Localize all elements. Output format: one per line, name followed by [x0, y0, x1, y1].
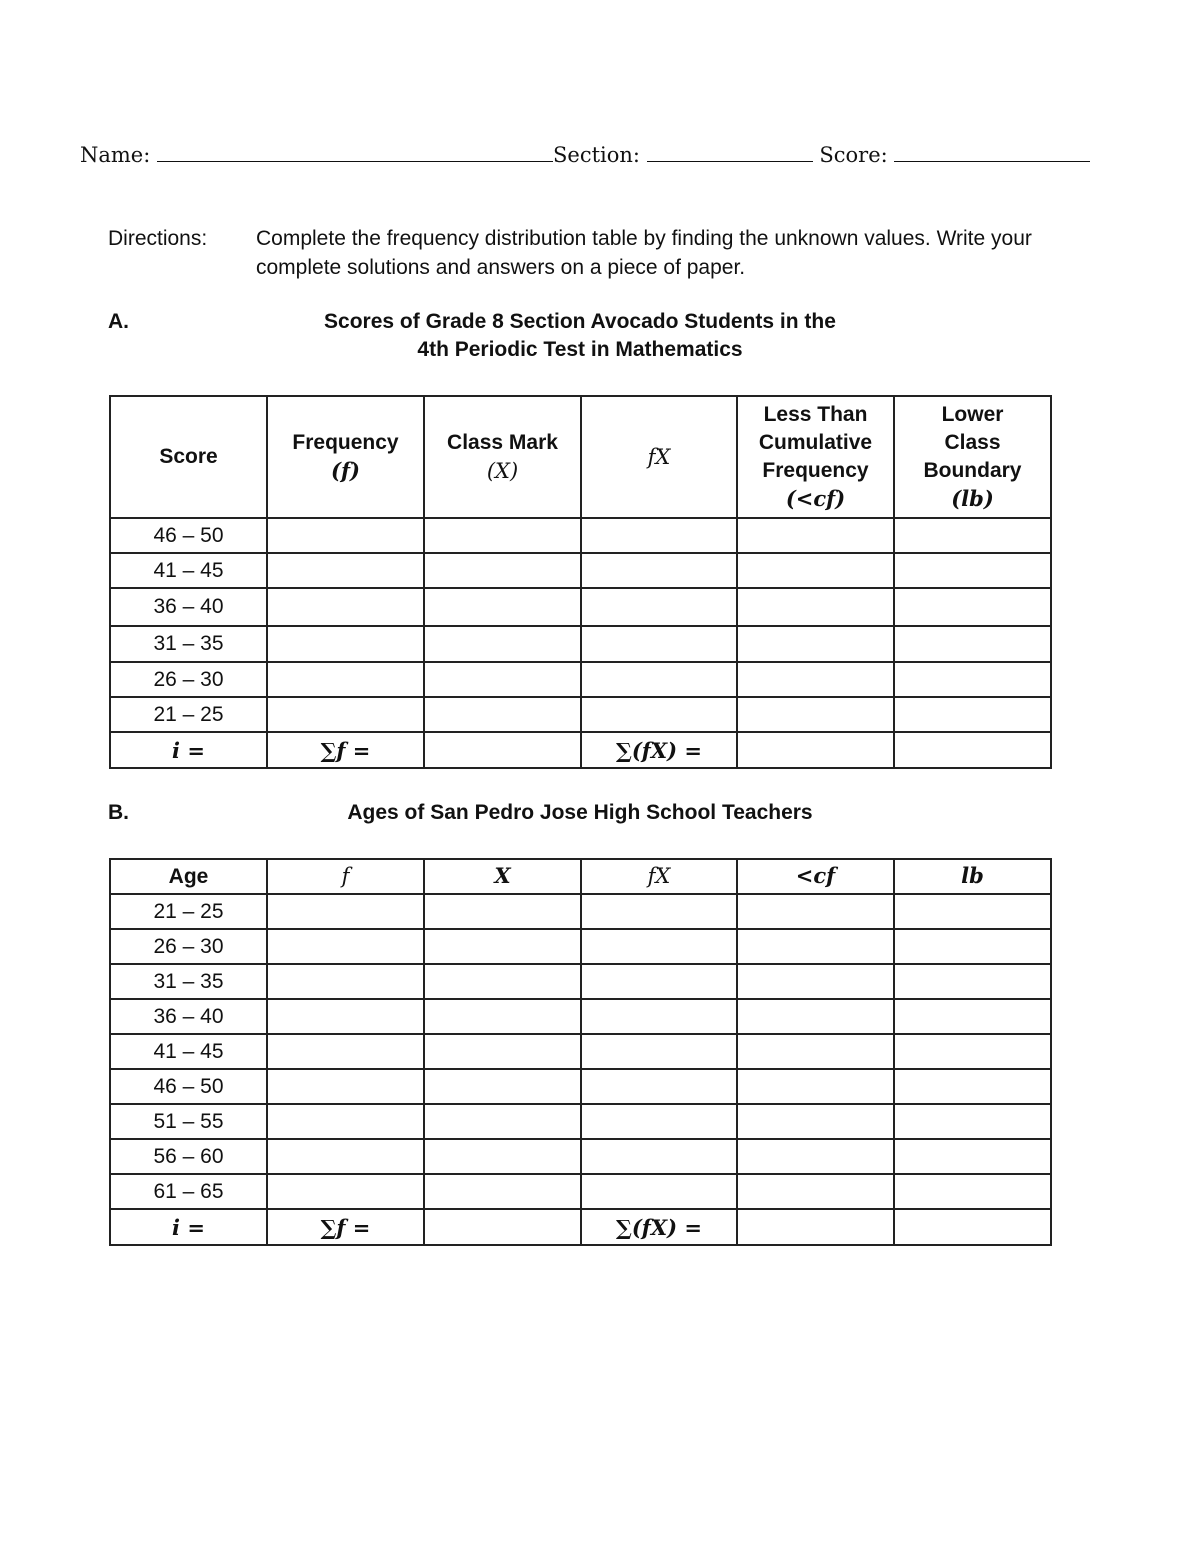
- table-row: [110, 1069, 1051, 1104]
- student-info-line: [80, 143, 1080, 167]
- class-interval: 36 – 40: [110, 588, 267, 626]
- answer-cell[interactable]: [737, 662, 894, 697]
- answer-cell[interactable]: [267, 894, 424, 929]
- answer-cell[interactable]: [424, 894, 581, 929]
- answer-cell[interactable]: [737, 1104, 894, 1139]
- table-row: [110, 626, 1051, 662]
- answer-cell[interactable]: [267, 626, 424, 662]
- th-lb: [894, 859, 1051, 894]
- table-row: [110, 588, 1051, 626]
- answer-cell[interactable]: [581, 929, 737, 964]
- table-a: [109, 395, 1052, 769]
- sum-fx-label: ∑(fX) =: [581, 732, 737, 768]
- part-b-letter: B.: [108, 801, 129, 824]
- class-interval: 26 – 30: [110, 929, 267, 964]
- th-fx-label: fX: [647, 444, 671, 469]
- part-b-title: Ages of San Pedro Jose High School Teachers: [347, 801, 813, 824]
- answer-cell[interactable]: [737, 929, 894, 964]
- answer-cell[interactable]: [894, 553, 1051, 588]
- answer-cell[interactable]: [267, 1069, 424, 1104]
- class-interval: 26 – 30: [110, 662, 267, 697]
- answer-cell[interactable]: [424, 697, 581, 732]
- class-interval: 56 – 60: [110, 1139, 267, 1174]
- th-fx-label: fX: [647, 864, 671, 888]
- part-a-title-line2: 4th Periodic Test in Mathematics: [417, 338, 743, 361]
- th-less-than-cf: [737, 396, 894, 518]
- answer-cell[interactable]: [581, 1069, 737, 1104]
- answer-cell[interactable]: [581, 553, 737, 588]
- answer-cell[interactable]: [894, 697, 1051, 732]
- answer-cell[interactable]: [581, 662, 737, 697]
- table-row: [110, 1174, 1051, 1209]
- score-label: Score:: [819, 143, 888, 167]
- class-interval: 36 – 40: [110, 999, 267, 1034]
- answer-cell[interactable]: [894, 964, 1051, 999]
- answer-cell[interactable]: [894, 894, 1051, 929]
- part-a-title-line1: Scores of Grade 8 Section Avocado Students in the: [324, 310, 836, 333]
- answer-cell[interactable]: [267, 999, 424, 1034]
- answer-cell[interactable]: [737, 588, 894, 626]
- answer-cell[interactable]: [581, 518, 737, 553]
- th-lcf-line2: Cumulative: [758, 431, 873, 454]
- table-row: [110, 894, 1051, 929]
- table-b: [109, 858, 1052, 1246]
- table-row: [110, 518, 1051, 553]
- answer-cell[interactable]: [581, 999, 737, 1034]
- answer-cell[interactable]: [267, 1139, 424, 1174]
- th-class-mark-symbol: (X): [486, 459, 519, 483]
- answer-cell[interactable]: [581, 1034, 737, 1069]
- answer-cell[interactable]: [581, 1104, 737, 1139]
- th-lower-boundary: [894, 396, 1051, 518]
- answer-cell[interactable]: [894, 1139, 1051, 1174]
- answer-cell[interactable]: [737, 1174, 894, 1209]
- th-lb-symbol: (lb): [951, 486, 994, 511]
- directions-label: Directions:: [108, 227, 208, 250]
- answer-cell[interactable]: [424, 1104, 581, 1139]
- answer-cell[interactable]: [267, 1034, 424, 1069]
- table-row: [110, 697, 1051, 732]
- th-f-label: f: [341, 864, 350, 888]
- answer-cell[interactable]: [894, 732, 1051, 768]
- answer-cell[interactable]: [267, 1104, 424, 1139]
- th-frequency-label: Frequency: [292, 431, 399, 454]
- answer-cell[interactable]: [737, 732, 894, 768]
- table-b-totals-row: [110, 1209, 1051, 1245]
- th-score: Score: [110, 396, 267, 518]
- section-label: Section:: [553, 143, 640, 167]
- answer-cell[interactable]: [581, 626, 737, 662]
- answer-cell[interactable]: [424, 1069, 581, 1104]
- th-lb-line1: Lower: [941, 403, 1004, 426]
- th-frequency-symbol: (f): [331, 458, 360, 483]
- class-interval: 61 – 65: [110, 1174, 267, 1209]
- answer-cell[interactable]: [737, 553, 894, 588]
- answer-cell[interactable]: [894, 1069, 1051, 1104]
- th-x: [424, 859, 581, 894]
- answer-cell[interactable]: [737, 964, 894, 999]
- answer-cell[interactable]: [267, 553, 424, 588]
- name-label: Name:: [80, 143, 151, 167]
- th-age: Age: [110, 859, 267, 894]
- answer-cell[interactable]: [424, 588, 581, 626]
- answer-cell[interactable]: [737, 518, 894, 553]
- answer-cell[interactable]: [267, 697, 424, 732]
- answer-cell[interactable]: [737, 1069, 894, 1104]
- class-interval: 31 – 35: [110, 626, 267, 662]
- answer-cell[interactable]: [737, 626, 894, 662]
- class-interval: 51 – 55: [110, 1104, 267, 1139]
- answer-cell[interactable]: [424, 1209, 581, 1245]
- th-lb-line3: Boundary: [923, 459, 1022, 482]
- class-interval: 46 – 50: [110, 1069, 267, 1104]
- name-blank[interactable]: [157, 160, 553, 162]
- answer-cell[interactable]: [424, 518, 581, 553]
- answer-cell[interactable]: [894, 1209, 1051, 1245]
- answer-cell[interactable]: [894, 518, 1051, 553]
- sum-f-label: ∑f =: [267, 732, 424, 768]
- sum-f-label: ∑f =: [267, 1209, 424, 1245]
- th-f: [267, 859, 424, 894]
- th-fx: [581, 396, 737, 518]
- class-interval: 31 – 35: [110, 964, 267, 999]
- th-class-mark-label: Class Mark: [447, 431, 558, 454]
- answer-cell[interactable]: [737, 1209, 894, 1245]
- answer-cell[interactable]: [737, 1139, 894, 1174]
- answer-cell[interactable]: [581, 964, 737, 999]
- th-lcf: [737, 859, 894, 894]
- answer-cell[interactable]: [424, 626, 581, 662]
- answer-cell[interactable]: [424, 553, 581, 588]
- th-lcf-line1: Less Than: [763, 403, 868, 426]
- answer-cell[interactable]: [737, 999, 894, 1034]
- th-lcf-label: <cf: [795, 863, 836, 888]
- answer-cell[interactable]: [424, 999, 581, 1034]
- answer-cell[interactable]: [894, 588, 1051, 626]
- answer-cell[interactable]: [581, 894, 737, 929]
- answer-cell[interactable]: [581, 1174, 737, 1209]
- th-frequency: [267, 396, 424, 518]
- answer-cell[interactable]: [267, 662, 424, 697]
- th-fx: [581, 859, 737, 894]
- score-blank[interactable]: [894, 160, 1090, 162]
- table-row: [110, 1104, 1051, 1139]
- answer-cell[interactable]: [581, 1139, 737, 1174]
- table-row: [110, 1034, 1051, 1069]
- answer-cell[interactable]: [267, 518, 424, 553]
- table-row: [110, 553, 1051, 588]
- class-interval: 21 – 25: [110, 894, 267, 929]
- class-interval: 41 – 45: [110, 1034, 267, 1069]
- answer-cell[interactable]: [894, 1034, 1051, 1069]
- table-row: [110, 929, 1051, 964]
- answer-cell[interactable]: [894, 929, 1051, 964]
- answer-cell[interactable]: [424, 662, 581, 697]
- part-a-letter: A.: [108, 310, 129, 333]
- answer-cell[interactable]: [581, 588, 737, 626]
- answer-cell[interactable]: [894, 999, 1051, 1034]
- class-width-label: i =: [110, 732, 267, 768]
- sum-fx-label: ∑(fX) =: [581, 1209, 737, 1245]
- class-interval: 41 – 45: [110, 553, 267, 588]
- answer-cell[interactable]: [581, 697, 737, 732]
- table-row: [110, 1139, 1051, 1174]
- table-a-header-row: [110, 396, 1051, 518]
- section-blank[interactable]: [647, 160, 813, 162]
- answer-cell[interactable]: [267, 929, 424, 964]
- class-width-label: i =: [110, 1209, 267, 1245]
- answer-cell[interactable]: [267, 1174, 424, 1209]
- answer-cell[interactable]: [894, 662, 1051, 697]
- answer-cell[interactable]: [267, 588, 424, 626]
- answer-cell[interactable]: [894, 1174, 1051, 1209]
- class-interval: 21 – 25: [110, 697, 267, 732]
- part-a-title: [280, 308, 880, 364]
- answer-cell[interactable]: [894, 626, 1051, 662]
- answer-cell[interactable]: [737, 697, 894, 732]
- table-b-header-row: [110, 859, 1051, 894]
- table-row: [110, 964, 1051, 999]
- th-lb-label: lb: [961, 863, 984, 888]
- answer-cell[interactable]: [424, 1034, 581, 1069]
- answer-cell[interactable]: [737, 1034, 894, 1069]
- answer-cell[interactable]: [424, 964, 581, 999]
- th-x-label: X: [494, 863, 511, 888]
- answer-cell[interactable]: [424, 929, 581, 964]
- answer-cell[interactable]: [267, 964, 424, 999]
- th-lb-line2: Class: [944, 431, 1001, 454]
- th-lcf-line3: Frequency: [762, 459, 869, 482]
- table-a-totals-row: [110, 732, 1051, 768]
- answer-cell[interactable]: [424, 1174, 581, 1209]
- answer-cell[interactable]: [424, 732, 581, 768]
- th-class-mark: [424, 396, 581, 518]
- answer-cell[interactable]: [737, 894, 894, 929]
- class-interval: 46 – 50: [110, 518, 267, 553]
- directions-text: Complete the frequency distribution table by finding the unknown values. Write your complete solutions and answers on a piece of paper.: [256, 227, 1032, 279]
- answer-cell[interactable]: [894, 1104, 1051, 1139]
- answer-cell[interactable]: [424, 1139, 581, 1174]
- table-row: [110, 999, 1051, 1034]
- th-lcf-symbol: (<cf): [785, 486, 846, 511]
- table-row: [110, 662, 1051, 697]
